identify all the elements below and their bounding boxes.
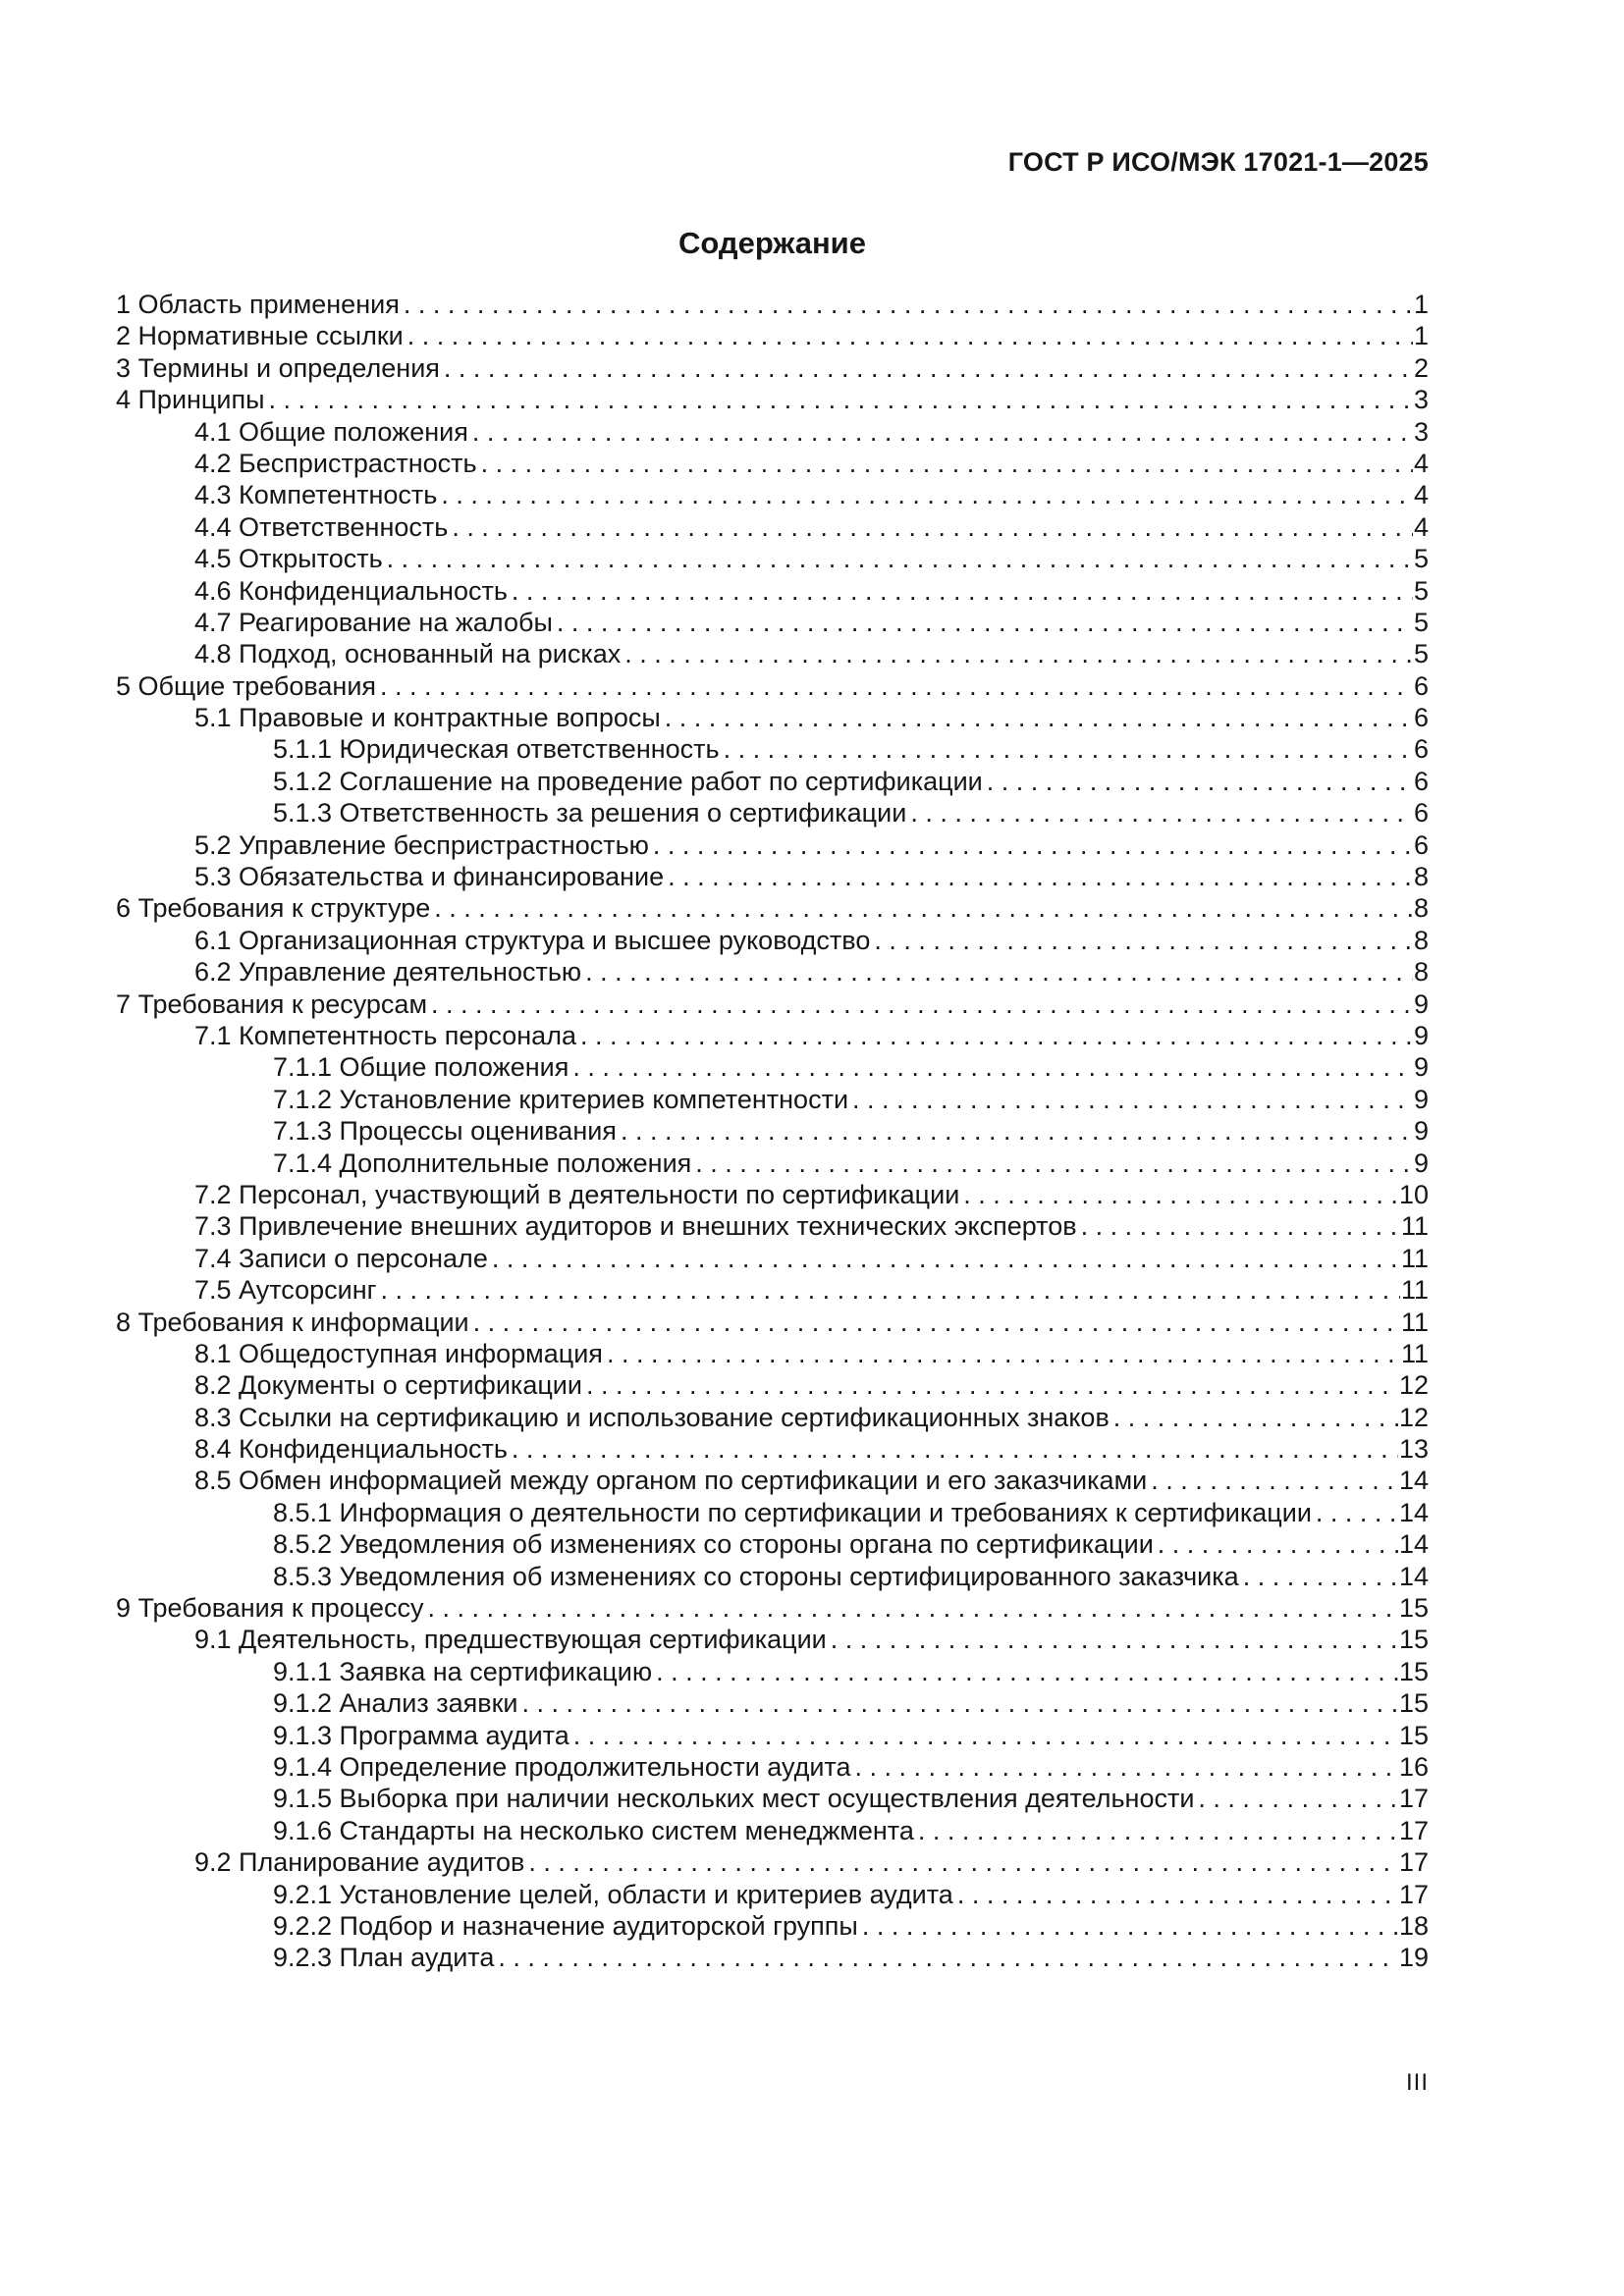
toc-leader-dots	[431, 988, 1413, 1020]
toc-entry-label: 5.3 Обязательства и финансирование	[194, 862, 665, 892]
toc-entry-label: 5.1.1 Юридическая ответственность	[273, 734, 720, 765]
toc-entry-page-number: 15	[1398, 1625, 1429, 1655]
toc-entry-page-number: 4	[1413, 480, 1429, 510]
toc-entry-page-number: 14	[1398, 1466, 1429, 1496]
toc-entry-label: 8 Требования к информации	[116, 1307, 469, 1337]
toc-entry-label: 4.4 Ответственность	[194, 511, 449, 542]
toc-leader-dots	[665, 702, 1413, 733]
toc-entry-label: 7.1.3 Процессы оценивания	[273, 1116, 617, 1147]
toc-entry-page-number: 8	[1413, 925, 1429, 955]
toc-entry-label: 7.1.2 Установление критериев компетентности	[273, 1084, 849, 1114]
document-standard-designation: ГОСТ Р ИСО/МЭК 17021-1—2025	[1007, 147, 1429, 177]
toc-entry-page-number: 3	[1413, 416, 1429, 447]
toc-entry-label: 7 Требования к ресурсам	[116, 988, 428, 1019]
toc-entry-label: 8.1 Общедоступная информация	[194, 1338, 603, 1368]
toc-leader-dots	[481, 448, 1413, 479]
toc-leader-dots	[918, 1815, 1398, 1846]
toc-entry-label: 9.1.2 Анализ заявки	[273, 1688, 518, 1719]
toc-leader-dots	[269, 384, 1413, 415]
toc-entry	[116, 1910, 1429, 1942]
toc-entry-label: 9.1.6 Стандарты на несколько систем менеджмента	[273, 1815, 914, 1845]
toc-entry-page-number: 9	[1413, 1084, 1429, 1114]
toc-leader-dots	[434, 892, 1413, 924]
toc-entry-label: 4.7 Реагирование на жалобы	[194, 607, 553, 637]
toc-leader-dots	[521, 1687, 1397, 1719]
toc-leader-dots	[380, 1274, 1399, 1306]
toc-leader-dots	[580, 1020, 1413, 1051]
toc-entry-label: 5.2 Управление беспристрастностью	[194, 829, 649, 860]
toc-entry	[116, 1465, 1429, 1496]
toc-entry-label: 9.1.5 Выборка при наличии нескольких мест осуществления деятельности	[273, 1784, 1195, 1814]
toc-entry-label: 9.1.3 Программа аудита	[273, 1720, 569, 1750]
toc-leader-dots	[473, 1307, 1400, 1338]
toc-leader-dots	[407, 320, 1413, 351]
toc-leader-dots	[572, 1051, 1413, 1083]
toc-leader-dots	[404, 289, 1413, 320]
toc-entry-label: 8.5.1 Информация о деятельности по сертификации и требованиях к сертификации	[273, 1497, 1312, 1527]
toc-entry-page-number: 15	[1398, 1688, 1429, 1719]
toc-entry	[116, 670, 1429, 702]
toc-entry-label: 4.5 Открытость	[194, 544, 383, 574]
toc-entry-page-number: 6	[1413, 670, 1429, 701]
toc-entry	[116, 1307, 1429, 1338]
toc-leader-dots	[1081, 1210, 1400, 1242]
toc-entry-page-number: 12	[1398, 1370, 1429, 1401]
toc-entry-page-number: 5	[1413, 544, 1429, 574]
toc-leader-dots	[586, 1369, 1398, 1401]
toc-entry	[116, 925, 1429, 956]
toc-leader-dots	[852, 1084, 1413, 1115]
toc-entry-page-number: 11	[1400, 1307, 1429, 1337]
toc-entry-label: 9.2.2 Подбор и назначение аудиторской группы	[273, 1910, 858, 1941]
toc-leader-dots	[428, 1592, 1398, 1624]
toc-entry-page-number: 12	[1398, 1402, 1429, 1432]
toc-leader-dots	[387, 543, 1413, 574]
toc-leader-dots	[963, 1179, 1398, 1210]
toc-entry-page-number: 9	[1413, 1116, 1429, 1147]
toc-entry-page-number: 10	[1398, 1179, 1429, 1209]
toc-entry	[116, 1561, 1429, 1592]
toc-entry-label: 7.2 Персонал, участвующий в деятельности по сертификации	[194, 1179, 960, 1209]
toc-entry-page-number: 3	[1413, 385, 1429, 415]
toc-leader-dots	[910, 797, 1413, 828]
toc-leader-dots	[862, 1910, 1398, 1942]
toc-entry-page-number: 5	[1413, 639, 1429, 669]
toc-entry	[116, 702, 1429, 733]
toc-entry-page-number: 14	[1398, 1561, 1429, 1591]
toc-leader-dots	[855, 1751, 1398, 1783]
toc-entry-label: 7.4 Записи о персонале	[194, 1243, 488, 1273]
toc-entry-page-number: 14	[1398, 1497, 1429, 1527]
toc-leader-dots	[831, 1624, 1398, 1655]
toc-entry	[116, 1179, 1429, 1210]
toc-entry	[116, 1528, 1429, 1560]
toc-entry-label: 6 Требования к структуре	[116, 893, 431, 924]
toc-leader-dots	[585, 956, 1413, 988]
toc-entry-label: 5.1.3 Ответственность за решения о сертификации	[273, 798, 907, 828]
toc-entry-page-number: 17	[1398, 1815, 1429, 1845]
toc-leader-dots	[724, 733, 1413, 765]
toc-entry-label: 7.1.1 Общие положения	[273, 1052, 569, 1083]
toc-entry-label: 8.5.3 Уведомления об изменениях со стороны сертифицированного заказчика	[273, 1561, 1239, 1591]
toc-entry	[116, 829, 1429, 861]
toc-entry-label: 9 Требования к процессу	[116, 1593, 424, 1624]
toc-leader-dots	[656, 1656, 1398, 1687]
toc-entry-label: 4.8 Подход, основанный на рисках	[194, 639, 622, 669]
toc-leader-dots	[607, 1338, 1400, 1369]
toc-leader-dots	[512, 575, 1413, 607]
toc-entry	[116, 543, 1429, 574]
toc-leader-dots	[1198, 1783, 1398, 1814]
toc-leader-dots	[444, 352, 1413, 384]
toc-entry	[116, 1433, 1429, 1465]
toc-entry	[116, 1115, 1429, 1147]
toc-entry	[116, 511, 1429, 543]
toc-entry-page-number: 6	[1413, 766, 1429, 796]
toc-entry-label: 5.1 Правовые и контрактные вопросы	[194, 703, 661, 733]
toc-entry-label: 5 Общие требования	[116, 670, 377, 701]
toc-entry-label: 9.2.3 План аудита	[273, 1943, 495, 1973]
toc-entry-page-number: 9	[1413, 1052, 1429, 1083]
toc-entry-page-number: 9	[1413, 988, 1429, 1019]
toc-entry	[116, 607, 1429, 638]
toc-entry	[116, 1210, 1429, 1242]
toc-entry-label: 7.1 Компетентность персонала	[194, 1020, 576, 1050]
toc-entry	[116, 448, 1429, 479]
toc-entry	[116, 988, 1429, 1020]
toc-leader-dots	[1151, 1465, 1398, 1496]
toc-leader-dots	[573, 1720, 1398, 1751]
toc-entry-page-number: 11	[1400, 1275, 1429, 1306]
toc-entry-label: 4 Принципы	[116, 385, 265, 415]
toc-entry	[116, 1497, 1429, 1528]
toc-leader-dots	[557, 607, 1413, 638]
toc-entry	[116, 1051, 1429, 1083]
toc-entry-page-number: 2	[1413, 352, 1429, 383]
toc-entry-page-number: 17	[1398, 1847, 1429, 1878]
toc-entry	[116, 1020, 1429, 1051]
toc-leader-dots	[528, 1846, 1398, 1878]
toc-entry	[116, 1243, 1429, 1274]
toc-leader-dots	[653, 829, 1413, 861]
toc-entry-label: 8.2 Документы о сертификации	[194, 1370, 582, 1401]
toc-leader-dots	[695, 1148, 1413, 1179]
toc-entry-page-number: 8	[1413, 893, 1429, 924]
toc-entry	[116, 1274, 1429, 1306]
toc-entry-page-number: 13	[1398, 1434, 1429, 1465]
toc-leader-dots	[1243, 1561, 1398, 1592]
toc-leader-dots	[957, 1879, 1398, 1910]
toc-entry	[116, 1720, 1429, 1751]
toc-entry-label: 9.1.4 Определение продолжительности аудита	[273, 1751, 851, 1782]
toc-entry-page-number: 15	[1398, 1720, 1429, 1750]
toc-leader-dots	[874, 925, 1413, 956]
toc-list	[116, 289, 1429, 1974]
toc-entry-label: 8.3 Ссылки на сертификацию и использование сертификационных знаков	[194, 1402, 1110, 1432]
toc-entry	[116, 797, 1429, 828]
toc-leader-dots	[472, 416, 1413, 448]
toc-entry	[116, 1624, 1429, 1655]
toc-entry-label: 7.5 Аутсорсинг	[194, 1275, 377, 1306]
toc-entry	[116, 766, 1429, 797]
toc-entry-page-number: 4	[1413, 511, 1429, 542]
toc-entry-page-number: 6	[1413, 798, 1429, 828]
toc-entry-page-number: 6	[1413, 703, 1429, 733]
toc-leader-dots	[1158, 1528, 1398, 1560]
toc-leader-dots	[1316, 1497, 1398, 1528]
toc-entry	[116, 1338, 1429, 1369]
toc-entry-label: 8.5 Обмен информацией между органом по сертификации и его заказчиками	[194, 1466, 1148, 1496]
toc-entry-page-number: 11	[1400, 1338, 1429, 1368]
toc-entry	[116, 861, 1429, 892]
toc-leader-dots	[512, 1433, 1398, 1465]
toc-entry	[116, 289, 1429, 320]
toc-title: Содержание	[678, 226, 866, 260]
toc-entry	[116, 575, 1429, 607]
toc-entry	[116, 638, 1429, 669]
toc-entry-page-number: 1	[1413, 290, 1429, 319]
toc-entry	[116, 956, 1429, 988]
toc-entry-label: 9.2.1 Установление целей, области и критериев аудита	[273, 1879, 953, 1909]
toc-entry	[116, 320, 1429, 351]
page-number-roman: III	[1405, 2069, 1429, 2096]
toc-leader-dots	[668, 861, 1413, 892]
toc-entry	[116, 1592, 1429, 1624]
toc-entry-label: 4.1 Общие положения	[194, 416, 468, 447]
toc-entry-page-number: 19	[1398, 1943, 1429, 1973]
toc-entry	[116, 1148, 1429, 1179]
toc-entry-page-number: 8	[1413, 957, 1429, 988]
toc-entry-label: 6.2 Управление деятельностью	[194, 957, 582, 988]
toc-entry-page-number: 17	[1398, 1784, 1429, 1814]
toc-entry-page-number: 1	[1413, 321, 1429, 351]
toc-leader-dots	[441, 479, 1413, 510]
toc-entry-label: 8.4 Конфиденциальность	[194, 1434, 508, 1465]
toc-entry	[116, 384, 1429, 415]
toc-entry-label: 3 Термины и определения	[116, 352, 440, 383]
toc-entry	[116, 1369, 1429, 1401]
toc-entry	[116, 1084, 1429, 1115]
toc-entry-label: 8.5.2 Уведомления об изменениях со стороны органа по сертификации	[273, 1529, 1154, 1560]
toc-entry-page-number: 18	[1398, 1910, 1429, 1941]
toc-entry-page-number: 8	[1413, 862, 1429, 892]
toc-leader-dots	[498, 1942, 1398, 1973]
toc-entry	[116, 416, 1429, 448]
toc-entry	[116, 1846, 1429, 1878]
toc-entry	[116, 1402, 1429, 1433]
toc-entry-page-number: 17	[1398, 1879, 1429, 1909]
toc-entry-page-number: 16	[1398, 1751, 1429, 1782]
toc-entry-label: 4.2 Беспристрастность	[194, 448, 477, 478]
toc-entry-label: 9.1.1 Заявка на сертификацию	[273, 1656, 653, 1686]
toc-entry-page-number: 14	[1398, 1529, 1429, 1560]
toc-entry-page-number: 5	[1413, 607, 1429, 637]
toc-entry	[116, 1751, 1429, 1783]
toc-entry-label: 9.2 Планирование аудитов	[194, 1847, 525, 1878]
toc-entry-label: 9.1 Деятельность, предшествующая сертификации	[194, 1625, 827, 1655]
toc-entry-label: 7.1.4 Дополнительные положения	[273, 1148, 692, 1178]
toc-entry-label: 1 Область применения	[116, 290, 400, 319]
toc-entry-label: 7.3 Привлечение внешних аудиторов и внешних технических экспертов	[194, 1211, 1077, 1242]
toc-entry-label: 6.1 Организационная структура и высшее руководство	[194, 925, 871, 955]
toc-leader-dots	[624, 638, 1413, 669]
toc-entry-label: 2 Нормативные ссылки	[116, 321, 404, 351]
toc-entry-page-number: 9	[1413, 1020, 1429, 1050]
toc-entry-page-number: 4	[1413, 448, 1429, 478]
toc-entry	[116, 733, 1429, 765]
toc-leader-dots	[380, 670, 1413, 702]
toc-entry-page-number: 11	[1400, 1243, 1429, 1273]
toc-leader-dots	[1113, 1402, 1398, 1433]
toc-entry-page-number: 15	[1398, 1656, 1429, 1686]
toc-entry	[116, 892, 1429, 924]
toc-leader-dots	[452, 511, 1413, 543]
toc-entry	[116, 1942, 1429, 1973]
toc-entry	[116, 1656, 1429, 1687]
toc-entry-page-number: 15	[1398, 1593, 1429, 1624]
toc-entry-label: 5.1.2 Соглашение на проведение работ по сертификации	[273, 766, 983, 796]
toc-leader-dots	[987, 766, 1413, 797]
toc-entry-page-number: 5	[1413, 575, 1429, 606]
toc-entry-page-number: 6	[1413, 734, 1429, 765]
toc-entry	[116, 1783, 1429, 1814]
toc-entry	[116, 1815, 1429, 1846]
toc-entry-page-number: 6	[1413, 829, 1429, 860]
toc-entry	[116, 479, 1429, 510]
toc-leader-dots	[492, 1243, 1400, 1274]
toc-entry-page-number: 11	[1400, 1211, 1429, 1242]
toc-entry	[116, 1687, 1429, 1719]
toc-entry	[116, 1879, 1429, 1910]
toc-entry-label: 4.3 Компетентность	[194, 480, 438, 510]
toc-entry-label: 4.6 Конфиденциальность	[194, 575, 508, 606]
toc-entry-page-number: 9	[1413, 1148, 1429, 1178]
toc-entry	[116, 352, 1429, 384]
toc-leader-dots	[621, 1115, 1413, 1147]
